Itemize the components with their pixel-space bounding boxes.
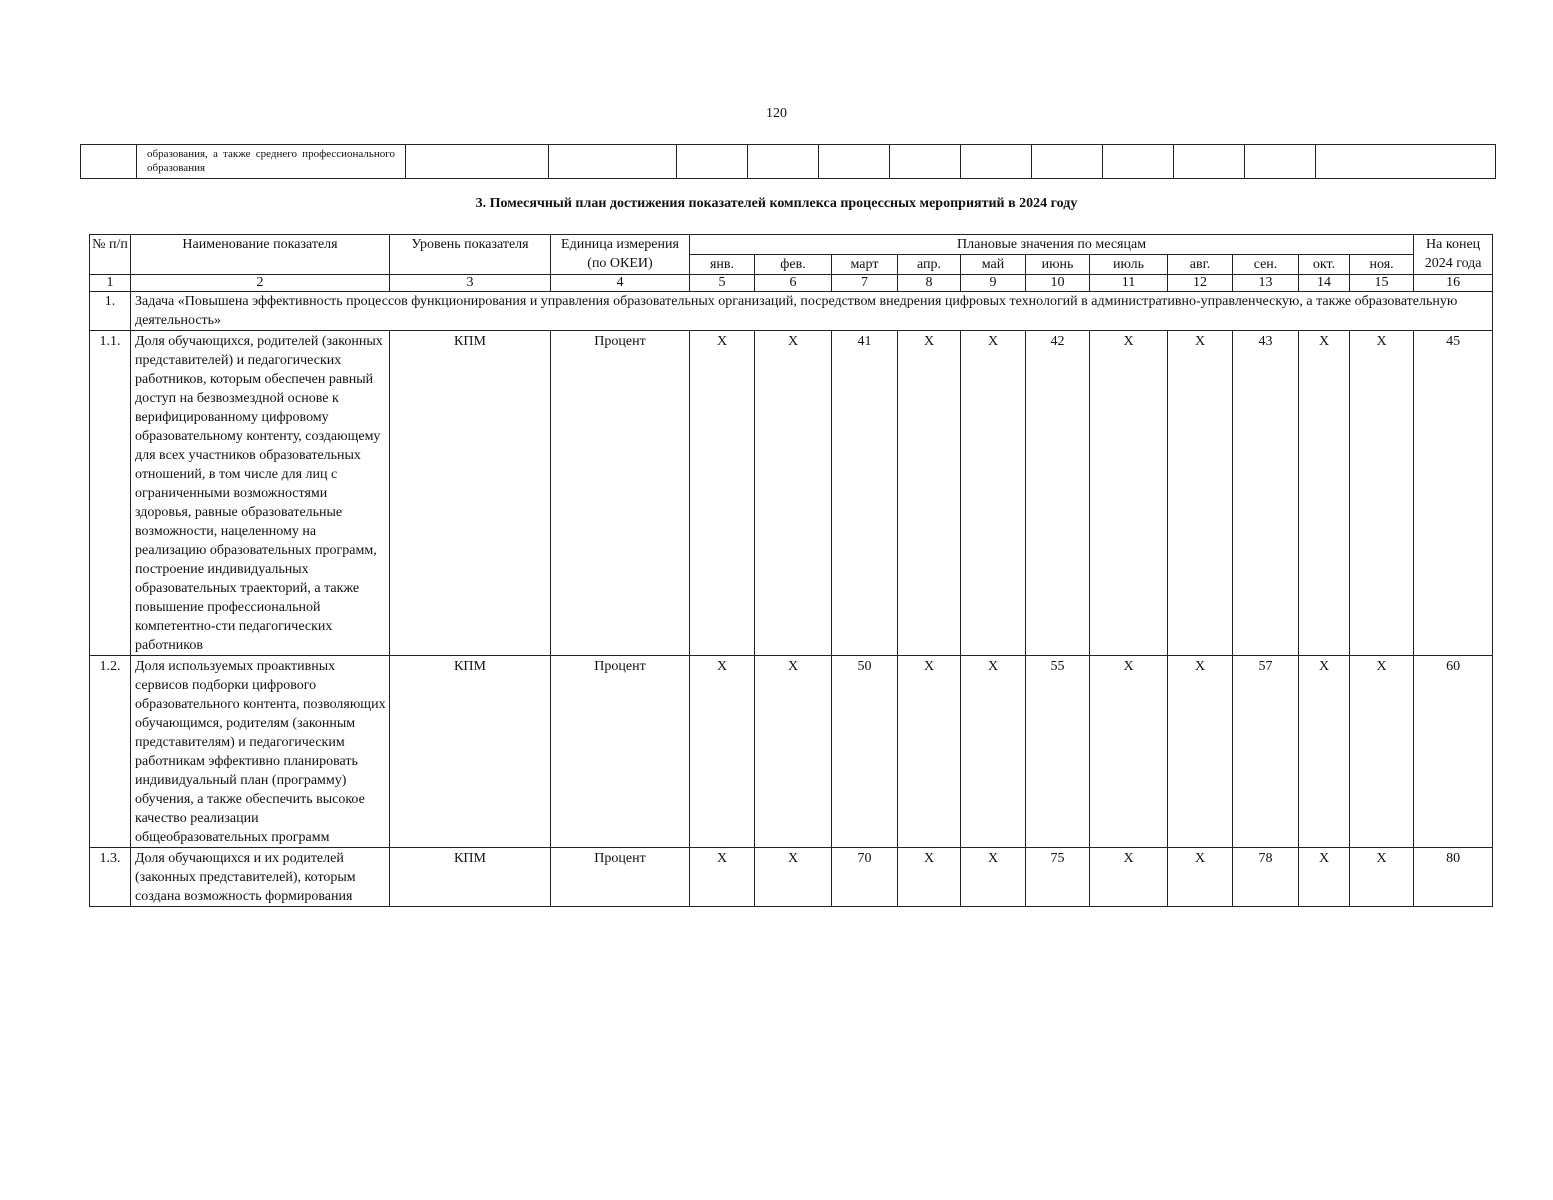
- header-month: июнь: [1026, 255, 1090, 275]
- month-value: 55: [1026, 656, 1090, 848]
- column-number: 8: [898, 275, 961, 292]
- prev-cell-empty: [677, 145, 748, 179]
- indicator-level: КПМ: [390, 848, 551, 907]
- indicator-level: КПМ: [390, 656, 551, 848]
- month-value: X: [1299, 848, 1350, 907]
- header-month: май: [961, 255, 1026, 275]
- month-value: X: [690, 656, 755, 848]
- column-number: 12: [1168, 275, 1233, 292]
- prev-cell-empty: [1174, 145, 1245, 179]
- column-number: 15: [1350, 275, 1414, 292]
- header-month: апр.: [898, 255, 961, 275]
- table-row: [90, 656, 1493, 848]
- task-row: [90, 292, 1493, 331]
- month-value: X: [690, 331, 755, 656]
- prev-cell-empty: [1245, 145, 1316, 179]
- column-number: 7: [832, 275, 898, 292]
- column-number: 11: [1090, 275, 1168, 292]
- section-title: 3. Помесячный план достижения показателей комплекса процессных мероприятий в 2024 году: [475, 196, 1078, 211]
- indicator-level: КПМ: [390, 331, 551, 656]
- table-row: [90, 331, 1493, 656]
- row-num: 1.1.: [90, 331, 131, 656]
- prev-cell-empty: [406, 145, 549, 179]
- header-month: фев.: [755, 255, 832, 275]
- header-month: авг.: [1168, 255, 1233, 275]
- table-row: [90, 848, 1493, 907]
- month-value: X: [1090, 848, 1168, 907]
- month-value: 50: [832, 656, 898, 848]
- prev-cell-empty: [748, 145, 819, 179]
- month-value: X: [1168, 331, 1233, 656]
- column-number: 5: [690, 275, 755, 292]
- month-value: X: [1168, 848, 1233, 907]
- month-value: X: [690, 848, 755, 907]
- month-value: X: [1090, 331, 1168, 656]
- month-value: 70: [832, 848, 898, 907]
- indicator-name: Доля обучающихся и их родителей (законных представителей), которым создана возможность формирования: [131, 848, 390, 907]
- header-month: март: [832, 255, 898, 275]
- header-num: № п/п: [90, 235, 131, 275]
- month-value: X: [1350, 331, 1414, 656]
- header-level: Уровень показателя: [390, 235, 551, 275]
- indicator-name: Доля обучающихся, родителей (законных представителей) и педагогических работников, которым обеспечен равный доступ на безвозмездной основе к верифицированному цифровому образовательному контенту, создающему для всех участников образовательных отношений, в том числе для лиц с ограниченными возможностями здоровья, равные образовательные возможности, нацеленному на реализацию образовательных программ, построение индивидуальных образовательных траекторий, а также повышение профессиональной компетентно-сти педагогических работников: [131, 331, 390, 656]
- prev-cell-empty: [81, 145, 137, 179]
- header-month: сен.: [1233, 255, 1299, 275]
- header-end: На конец 2024 года: [1414, 235, 1493, 275]
- indicator-unit: Процент: [551, 331, 690, 656]
- prev-cell-empty: [1032, 145, 1103, 179]
- prev-cell-empty: [819, 145, 890, 179]
- indicator-name: Доля используемых проактивных сервисов подборки цифрового образовательного контента, позволяющих обучающимся, родителям (законным представителям) и педагогическим работникам эффективно планировать индивидуальный план (программу) обучения, а также обеспечить высокое качество реализации общеобразовательных программ: [131, 656, 390, 848]
- month-value: X: [1350, 848, 1414, 907]
- header-month: ноя.: [1350, 255, 1414, 275]
- month-value: 78: [1233, 848, 1299, 907]
- column-number: 6: [755, 275, 832, 292]
- month-value: X: [755, 848, 832, 907]
- month-value: 42: [1026, 331, 1090, 656]
- prev-name-text: образования, а также среднего профессионального образования: [147, 148, 395, 174]
- header-name: Наименование показателя: [131, 235, 390, 275]
- previous-page-table-continuation: [80, 144, 1496, 179]
- monthly-plan-table: [89, 234, 1493, 907]
- end-value: 45: [1414, 331, 1493, 656]
- column-number: 16: [1414, 275, 1493, 292]
- indicator-unit: Процент: [551, 656, 690, 848]
- prev-cell-empty: [890, 145, 961, 179]
- month-value: X: [961, 656, 1026, 848]
- month-value: X: [1168, 656, 1233, 848]
- column-number: 1: [90, 275, 131, 292]
- month-value: X: [755, 331, 832, 656]
- month-value: 41: [832, 331, 898, 656]
- header-month: янв.: [690, 255, 755, 275]
- row-num: 1.2.: [90, 656, 131, 848]
- month-value: X: [961, 331, 1026, 656]
- column-number: 3: [390, 275, 551, 292]
- page-number: 120: [766, 106, 787, 121]
- month-value: 57: [1233, 656, 1299, 848]
- month-value: X: [898, 331, 961, 656]
- end-value: 80: [1414, 848, 1493, 907]
- month-value: X: [755, 656, 832, 848]
- task-num: 1.: [90, 292, 131, 331]
- prev-cell-empty: [961, 145, 1032, 179]
- prev-cell-empty: [549, 145, 677, 179]
- end-value: 60: [1414, 656, 1493, 848]
- prev-cell-empty: [1316, 145, 1496, 179]
- header-unit: Единица измерения (по ОКЕИ): [551, 235, 690, 275]
- column-number: 9: [961, 275, 1026, 292]
- column-number-row: [90, 275, 1493, 292]
- month-value: X: [898, 656, 961, 848]
- month-value: X: [1299, 656, 1350, 848]
- header-planned: Плановые значения по месяцам: [690, 235, 1414, 255]
- task-text: Задача «Повышена эффективность процессов функционирования и управления образовательных организаций, посредством внедрения цифровых технологий в административно-управленческую, а также образовательную деятельность»: [131, 292, 1493, 331]
- month-value: 75: [1026, 848, 1090, 907]
- month-value: X: [1090, 656, 1168, 848]
- indicator-unit: Процент: [551, 848, 690, 907]
- month-value: X: [1350, 656, 1414, 848]
- month-value: 43: [1233, 331, 1299, 656]
- prev-cell-empty: [1103, 145, 1174, 179]
- month-value: X: [898, 848, 961, 907]
- column-number: 10: [1026, 275, 1090, 292]
- header-month: июль: [1090, 255, 1168, 275]
- column-number: 4: [551, 275, 690, 292]
- header-row: [90, 235, 1493, 255]
- month-value: X: [1299, 331, 1350, 656]
- column-number: 2: [131, 275, 390, 292]
- column-number: 14: [1299, 275, 1350, 292]
- column-number: 13: [1233, 275, 1299, 292]
- month-value: X: [961, 848, 1026, 907]
- prev-name-cell: [137, 145, 406, 179]
- row-num: 1.3.: [90, 848, 131, 907]
- header-month: окт.: [1299, 255, 1350, 275]
